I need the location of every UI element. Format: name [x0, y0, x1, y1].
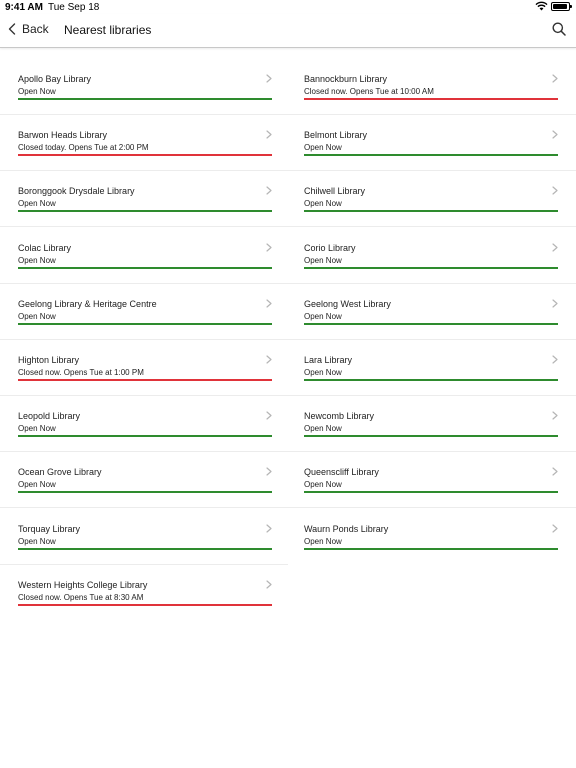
library-status: Open Now — [304, 255, 342, 265]
library-name: Bannockburn Library — [304, 74, 388, 84]
row-separator — [0, 564, 288, 565]
chevron-right-icon — [266, 580, 272, 589]
status-indicator-line — [18, 604, 272, 606]
library-status: Closed now. Opens Tue at 10:00 AM — [304, 87, 434, 96]
library-name: Torquay Library — [18, 523, 81, 534]
chevron-right-icon — [266, 355, 272, 364]
library-list-item[interactable] — [18, 229, 272, 269]
row-separator — [0, 114, 288, 115]
library-name: Geelong Library & Heritage Centre — [18, 298, 157, 309]
chevron-right-icon — [552, 74, 558, 83]
status-icons — [535, 1, 570, 11]
library-status: Open Now — [18, 311, 56, 321]
status-indicator-line — [18, 323, 272, 325]
row-separator — [0, 395, 288, 396]
library-list-item[interactable] — [304, 285, 558, 325]
library-list-item[interactable] — [304, 116, 558, 156]
chevron-right-icon — [552, 186, 558, 195]
library-status: Open Now — [304, 368, 342, 377]
library-list-item[interactable] — [304, 453, 558, 493]
row-separator — [288, 451, 576, 452]
library-list-item[interactable] — [18, 60, 272, 100]
chevron-right-icon — [552, 467, 558, 476]
library-name: Colac Library — [18, 242, 72, 253]
library-status: Open Now — [18, 87, 56, 96]
library-status: Open Now — [304, 199, 342, 209]
library-name: Geelong West Library — [304, 298, 391, 309]
library-status: Closed now. Opens Tue at 1:00 PM — [18, 368, 144, 377]
chevron-right-icon — [552, 243, 558, 252]
status-indicator-line — [304, 210, 558, 212]
search-icon — [552, 22, 566, 36]
chevron-right-icon — [266, 74, 272, 83]
library-name: Leopold Library — [18, 411, 81, 422]
library-name: Ocean Grove Library — [18, 467, 102, 478]
wifi-icon — [535, 1, 548, 11]
status-indicator-line — [304, 323, 558, 325]
row-separator — [0, 283, 288, 284]
library-name: Barwon Heads Library — [18, 130, 108, 141]
library-list-item[interactable] — [304, 172, 558, 212]
library-name: Waurn Ponds Library — [304, 523, 389, 534]
chevron-right-icon — [266, 411, 272, 420]
status-indicator-line — [304, 98, 558, 100]
row-separator — [288, 114, 576, 115]
status-indicator-line — [304, 154, 558, 156]
status-indicator-line — [18, 98, 272, 100]
library-list-item[interactable] — [18, 453, 272, 493]
library-list-item[interactable] — [304, 60, 558, 100]
chevron-right-icon — [266, 186, 272, 195]
library-list-item[interactable] — [18, 510, 272, 550]
row-separator — [0, 226, 288, 227]
chevron-right-icon — [552, 299, 558, 308]
library-list-item[interactable] — [18, 341, 272, 381]
library-list-item[interactable] — [18, 116, 272, 156]
status-date: Tue Sep 18 — [48, 2, 100, 13]
library-status: Closed today. Opens Tue at 2:00 PM — [18, 143, 149, 153]
chevron-right-icon — [266, 130, 272, 139]
row-separator — [288, 170, 576, 171]
chevron-right-icon — [552, 411, 558, 420]
library-list-item[interactable] — [18, 172, 272, 212]
library-name: Newcomb Library — [304, 411, 375, 422]
chevron-right-icon — [266, 524, 272, 533]
chevron-right-icon — [552, 524, 558, 533]
library-status: Closed now. Opens Tue at 8:30 AM — [18, 592, 144, 602]
library-list-item[interactable] — [18, 397, 272, 437]
status-indicator-line — [304, 435, 558, 437]
library-status: Open Now — [304, 311, 342, 321]
row-separator — [288, 339, 576, 340]
library-status: Open Now — [304, 424, 342, 434]
page-title: Nearest libraries — [64, 23, 152, 37]
status-indicator-line — [18, 548, 272, 550]
row-separator — [288, 226, 576, 227]
status-indicator-line — [18, 154, 272, 156]
battery-icon — [551, 2, 570, 11]
status-indicator-line — [18, 267, 272, 269]
library-list-item[interactable] — [18, 285, 272, 325]
chevron-left-icon — [8, 23, 16, 35]
library-name: Western Heights College Library — [18, 579, 148, 590]
status-indicator-line — [304, 379, 558, 381]
status-time: 9:41 AM — [5, 2, 43, 13]
status-bar — [0, 0, 576, 14]
search-button[interactable] — [552, 22, 566, 36]
row-separator — [288, 283, 576, 284]
library-name: Corio Library — [304, 242, 356, 253]
status-indicator-line — [304, 548, 558, 550]
chevron-right-icon — [266, 243, 272, 252]
library-name: Boronggook Drysdale Library — [18, 186, 135, 197]
row-separator — [0, 451, 288, 452]
library-name: Belmont Library — [304, 130, 368, 141]
row-separator — [288, 395, 576, 396]
library-list-item[interactable] — [304, 341, 558, 381]
back-label: Back — [22, 22, 49, 36]
library-list-item[interactable] — [304, 510, 558, 550]
row-separator — [288, 507, 576, 508]
library-status: Open Now — [18, 255, 56, 265]
chevron-right-icon — [266, 299, 272, 308]
navigation-bar — [0, 14, 576, 48]
status-indicator-line — [18, 379, 272, 381]
status-indicator-line — [304, 267, 558, 269]
library-name: Apollo Bay Library — [18, 74, 92, 84]
status-indicator-line — [18, 210, 272, 212]
library-status: Open Now — [18, 480, 56, 490]
library-status: Open Now — [18, 536, 56, 546]
row-separator — [0, 339, 288, 340]
library-status: Open Now — [18, 199, 56, 209]
status-indicator-line — [18, 435, 272, 437]
chevron-right-icon — [266, 467, 272, 476]
library-name: Chilwell Library — [304, 186, 366, 197]
status-indicator-line — [304, 491, 558, 493]
library-status: Open Now — [304, 536, 342, 546]
status-indicator-line — [18, 491, 272, 493]
row-separator — [0, 170, 288, 171]
library-status: Open Now — [304, 480, 342, 490]
back-button[interactable] — [8, 22, 49, 36]
library-status: Open Now — [304, 143, 342, 153]
library-name: Highton Library — [18, 355, 80, 365]
library-name: Queenscliff Library — [304, 467, 379, 478]
chevron-right-icon — [552, 355, 558, 364]
row-separator — [0, 507, 288, 508]
chevron-right-icon — [552, 130, 558, 139]
library-list-item[interactable] — [18, 566, 272, 606]
library-name: Lara Library — [304, 355, 353, 365]
library-list-item[interactable] — [304, 229, 558, 269]
library-status: Open Now — [18, 424, 56, 434]
library-list-item[interactable] — [304, 397, 558, 437]
